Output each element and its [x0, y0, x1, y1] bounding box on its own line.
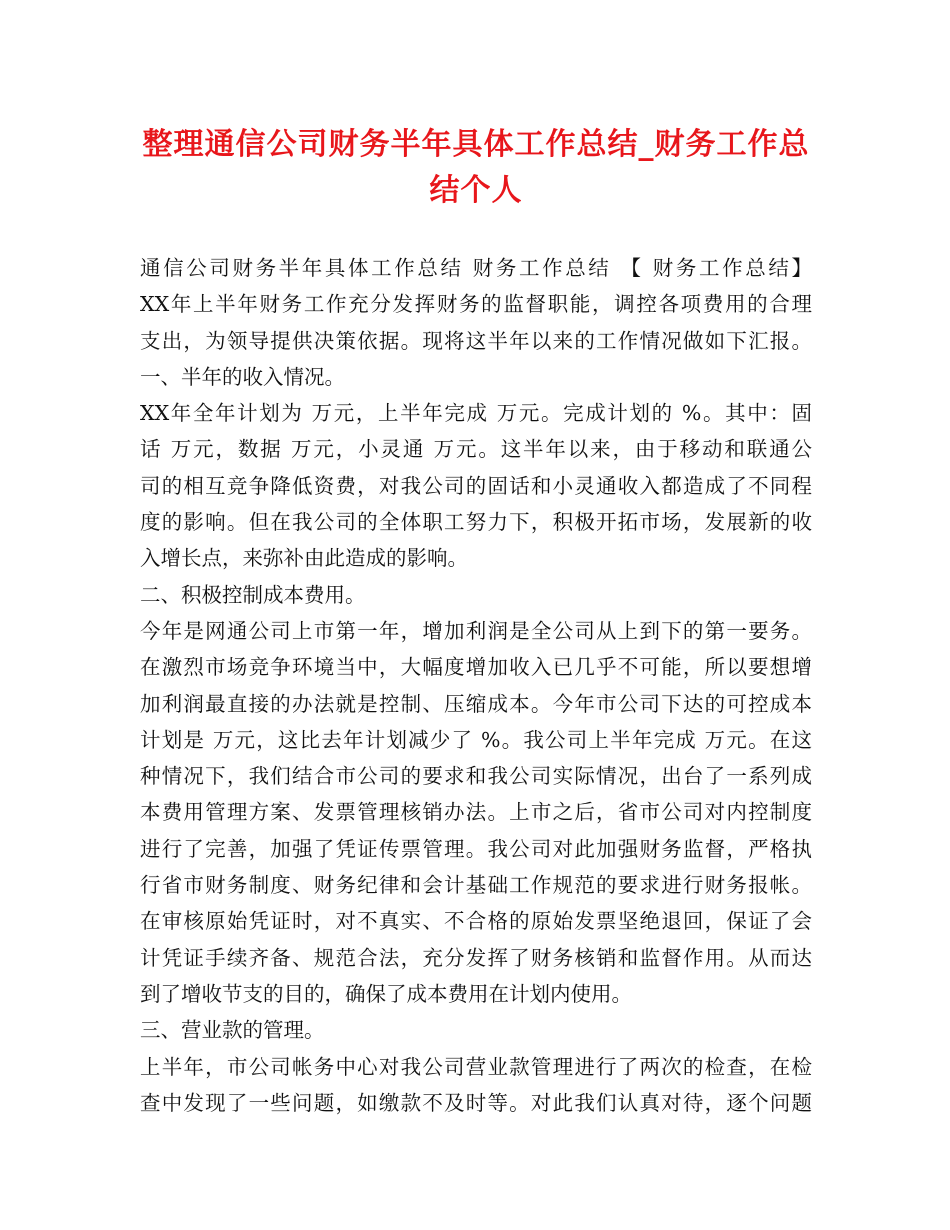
text-line: 计划是 万元，这比去年计划减少了 %。我公司上半年完成 万元。在这: [140, 727, 812, 752]
text-line: 度的影响。但在我公司的全体职工努力下，积极开拓市场，发展新的收: [140, 510, 812, 535]
text-line: 加利润最直接的办法就是控制、压缩成本。今年市公司下达的可控成本: [140, 691, 812, 716]
text-line: 通信公司财务半年具体工作总结 财务工作总结 【 财务工作总结】: [140, 256, 812, 280]
text-line: XX年全年计划为 万元，上半年完成 万元。完成计划的 %。其中：固: [140, 401, 812, 426]
document-body: [140, 250, 812, 1121]
text-line: 一、半年的收入情况。: [140, 364, 345, 389]
document-title: 整理通信公司财务半年具体工作总结_财务工作总结个人: [142, 127, 810, 208]
text-line: 种情况下，我们结合市公司的要求和我公司实际情况，出台了一系列成: [140, 764, 812, 789]
text-line: 本费用管理方案、发票管理核销办法。上市之后，省市公司对内控制度: [140, 800, 812, 825]
text-line: 入增长点，来弥补由此造成的影响。: [140, 546, 468, 571]
text-line: 今年是网通公司上市第一年，增加利润是全公司从上到下的第一要务。: [140, 618, 812, 643]
text-line: 司的相互竞争降低资费，对我公司的固话和小灵通收入都造成了不同程: [140, 473, 812, 498]
text-line: 查中发现了一些问题，如缴款不及时等。对此我们认真对待，逐个问题: [140, 1090, 812, 1115]
text-line: 计凭证手续齐备、规范合法，充分发挥了财务核销和监督作用。从而达: [140, 945, 812, 970]
text-line: 三、营业款的管理。: [140, 1018, 325, 1043]
text-line: 二、积极控制成本费用。: [140, 582, 366, 607]
text-line: 支出，为领导提供决策依据。现将这半年以来的工作情况做如下汇报。: [140, 328, 812, 353]
text-line: 话 万元，数据 万元，小灵通 万元。这半年以来，由于移动和联通公: [140, 437, 812, 462]
text-line: 在激烈市场竞争环境当中，大幅度增加收入已几乎不可能，所以要想增: [140, 655, 812, 680]
text-line: XX年上半年财务工作充分发挥财务的监督职能，调控各项费用的合理: [140, 292, 812, 317]
text-line: 上半年，市公司帐务中心对我公司营业款管理进行了两次的检查，在检: [140, 1054, 812, 1079]
text-line: 行省市财务制度、财务纪律和会计基础工作规范的要求进行财务报帐。: [140, 873, 812, 898]
text-line: 进行了完善，加强了凭证传票管理。我公司对此加强财务监督，严格执: [140, 836, 812, 861]
text-line: 在审核原始凭证时，对不真实、不合格的原始发票坚绝退回，保证了会: [140, 909, 812, 934]
text-line: 到了增收节支的目的，确保了成本费用在计划内使用。: [140, 981, 632, 1006]
